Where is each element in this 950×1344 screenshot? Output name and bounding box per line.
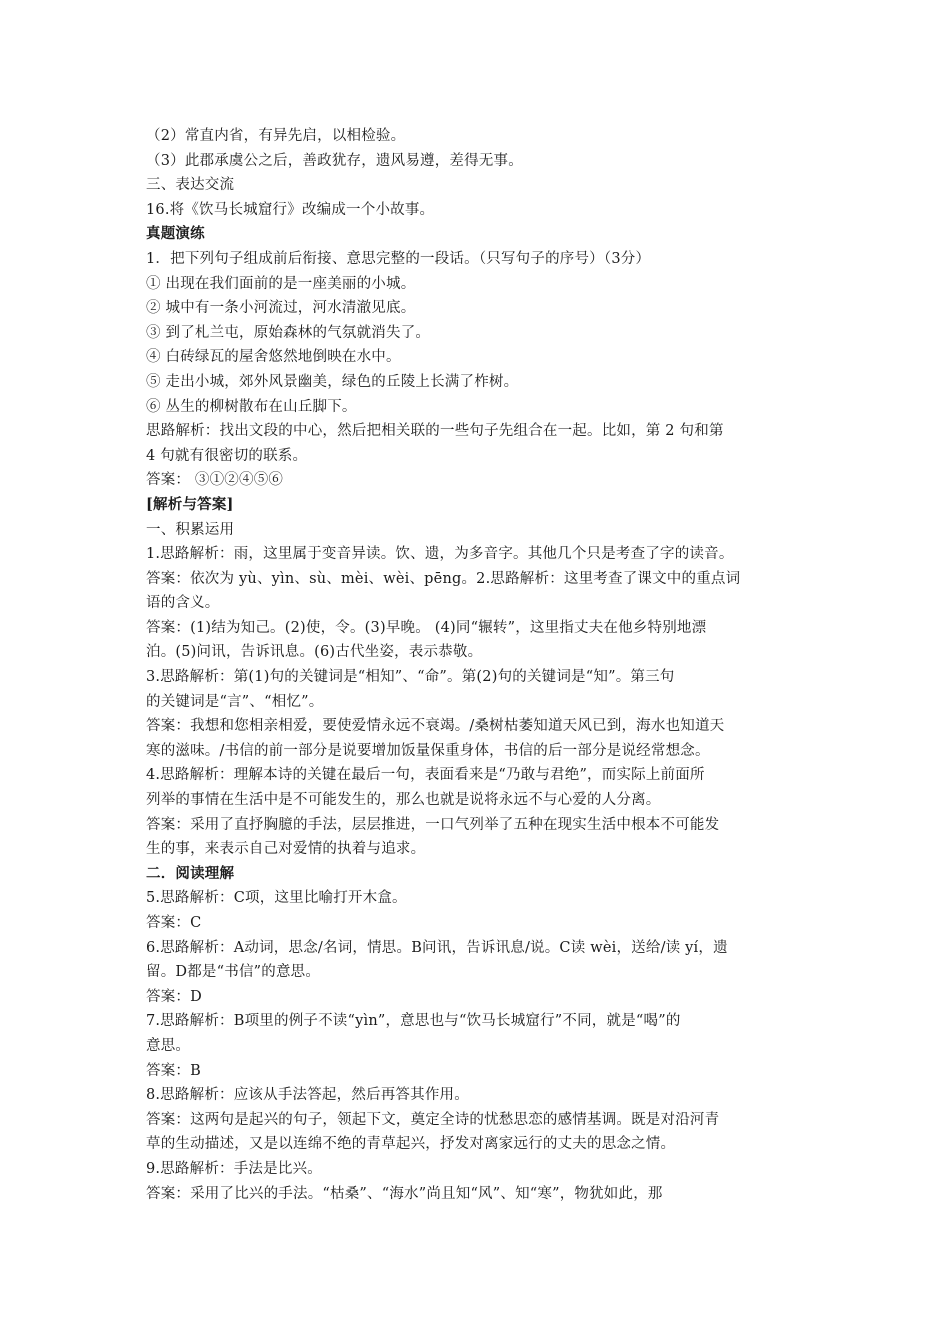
text-line: 答案：这两句是起兴的句子，领起下文，奠定全诗的忧愁思恋的感情基调。既是对沿河青: [146, 1111, 720, 1128]
section-heading: 二．阅读理解: [146, 864, 235, 882]
text-line: 语的含义。: [146, 595, 220, 612]
text-line: 7.思路解析：B项里的例子不读“yìn”，意思也与“饮马长城窟行”不同，就是“喝”的: [146, 1013, 681, 1030]
section-heading: [解析与答案]: [146, 495, 234, 513]
text-line: 1．把下列句子组成前后衔接、意思完整的一段话。（只写句子的序号）（3分）: [146, 250, 651, 267]
text-line: 8.思路解析：应该从手法答起，然后再答其作用。: [146, 1087, 469, 1104]
text-line: 4.思路解析：理解本诗的关键在最后一句，表面看来是“乃敢与君绝”，而实际上前面所: [146, 767, 705, 784]
text-line: ① 出现在我们面前的是一座美丽的小城。: [146, 275, 416, 292]
text-line: 思路解析：找出文段的中心，然后把相关联的一些句子先组合在一起。比如，第 2 句和第: [146, 423, 724, 440]
text-line: 答案：D: [146, 988, 202, 1005]
text-line: ⑤ 走出小城，郊外风景幽美，绿色的丘陵上长满了柞树。: [146, 373, 519, 390]
text-line: 4 句就有很密切的联系。: [146, 447, 308, 464]
text-line: ③ 到了札兰屯，原始森林的气氛就消失了。: [146, 324, 431, 341]
text-line: 三、表达交流: [146, 177, 235, 194]
text-line: 寒的滋味。/书信的前一部分是说要增加饭量保重身体，书信的后一部分是说经常想念。: [146, 742, 710, 759]
text-line: 草的生动描述，又是以连绵不绝的青草起兴，抒发对离家远行的丈夫的思念之情。: [146, 1136, 676, 1153]
text-line: 3.思路解析：第(1)句的关键词是“相知”、“命”。第(2)句的关键词是“知”。第三句: [146, 669, 675, 686]
text-line: 列举的事情在生活中是不可能发生的，那么也就是说将永远不与心爱的人分离。: [146, 792, 661, 809]
document-body: [146, 124, 810, 1206]
text-line: ④ 白砖绿瓦的屋舍悠然地倒映在水中。: [146, 349, 401, 366]
text-line: （2）常直内省，有异先启，以相检验。: [146, 128, 406, 144]
text-line: 一、积累运用: [146, 521, 235, 538]
text-line: 答案： ③①②④⑤⑥: [146, 472, 284, 489]
text-line: 泊。(5)问讯，告诉讯息。(6)古代坐姿，表示恭敬。: [146, 644, 483, 661]
text-line: （3）此郡承虞公之后，善政犹存，遗风易遵，差得无事。: [146, 152, 523, 169]
text-line: 9.思路解析：手法是比兴。: [146, 1160, 322, 1177]
text-line: 答案：C: [146, 915, 202, 931]
text-line: 16.将《饮马长城窟行》改编成一个小故事。: [146, 201, 435, 218]
text-line: 的关键词是“言”、“相忆”。: [146, 693, 324, 710]
text-line: 答案：采用了直抒胸臆的手法，层层推进，一口气列举了五种在现实生活中根本不可能发: [146, 816, 720, 833]
text-line: 留。D都是“书信”的意思。: [146, 964, 321, 981]
text-line: ⑥ 丛生的柳树散布在山丘脚下。: [146, 398, 357, 415]
text-line: 1.思路解析：雨，这里属于变音异读。饮、遗，为多音字。其他几个只是考查了字的读音。: [146, 546, 734, 563]
text-line: 5.思路解析：C项，这里比喻打开木盒。: [146, 890, 407, 907]
text-line: 生的事，来表示自己对爱情的执着与追求。: [146, 841, 426, 858]
text-line: 6.思路解析：A动词，思念/名词，情思。B问讯，告诉讯息/说。C读 wèi，送给/读 yí，遗: [146, 939, 728, 956]
text-line: 意思。: [146, 1037, 191, 1054]
text-line: 答案：(1)结为知己。(2)使，令。(3)早晚。 (4)同“辗转”，这里指丈夫在他乡特别地漂: [146, 619, 707, 636]
section-heading: 真题演练: [146, 225, 205, 243]
text-line: 答案：B: [146, 1062, 201, 1079]
text-line: 答案：依次为 yù、yìn、sù、mèi、wèi、pēng。2.思路解析：这里考查了课文中的重点词: [146, 570, 741, 587]
text-line: ② 城中有一条小河流过，河水清澈见底。: [146, 300, 416, 317]
text-line: 答案：采用了比兴的手法。“枯桑”、“海水”尚且知“风”、知“寒”，物犹如此，那: [146, 1185, 663, 1202]
text-line: 答案：我想和您相亲相爱，要使爱情永远不衰竭。/桑树枯萎知道天风已到，海水也知道天: [146, 718, 725, 735]
